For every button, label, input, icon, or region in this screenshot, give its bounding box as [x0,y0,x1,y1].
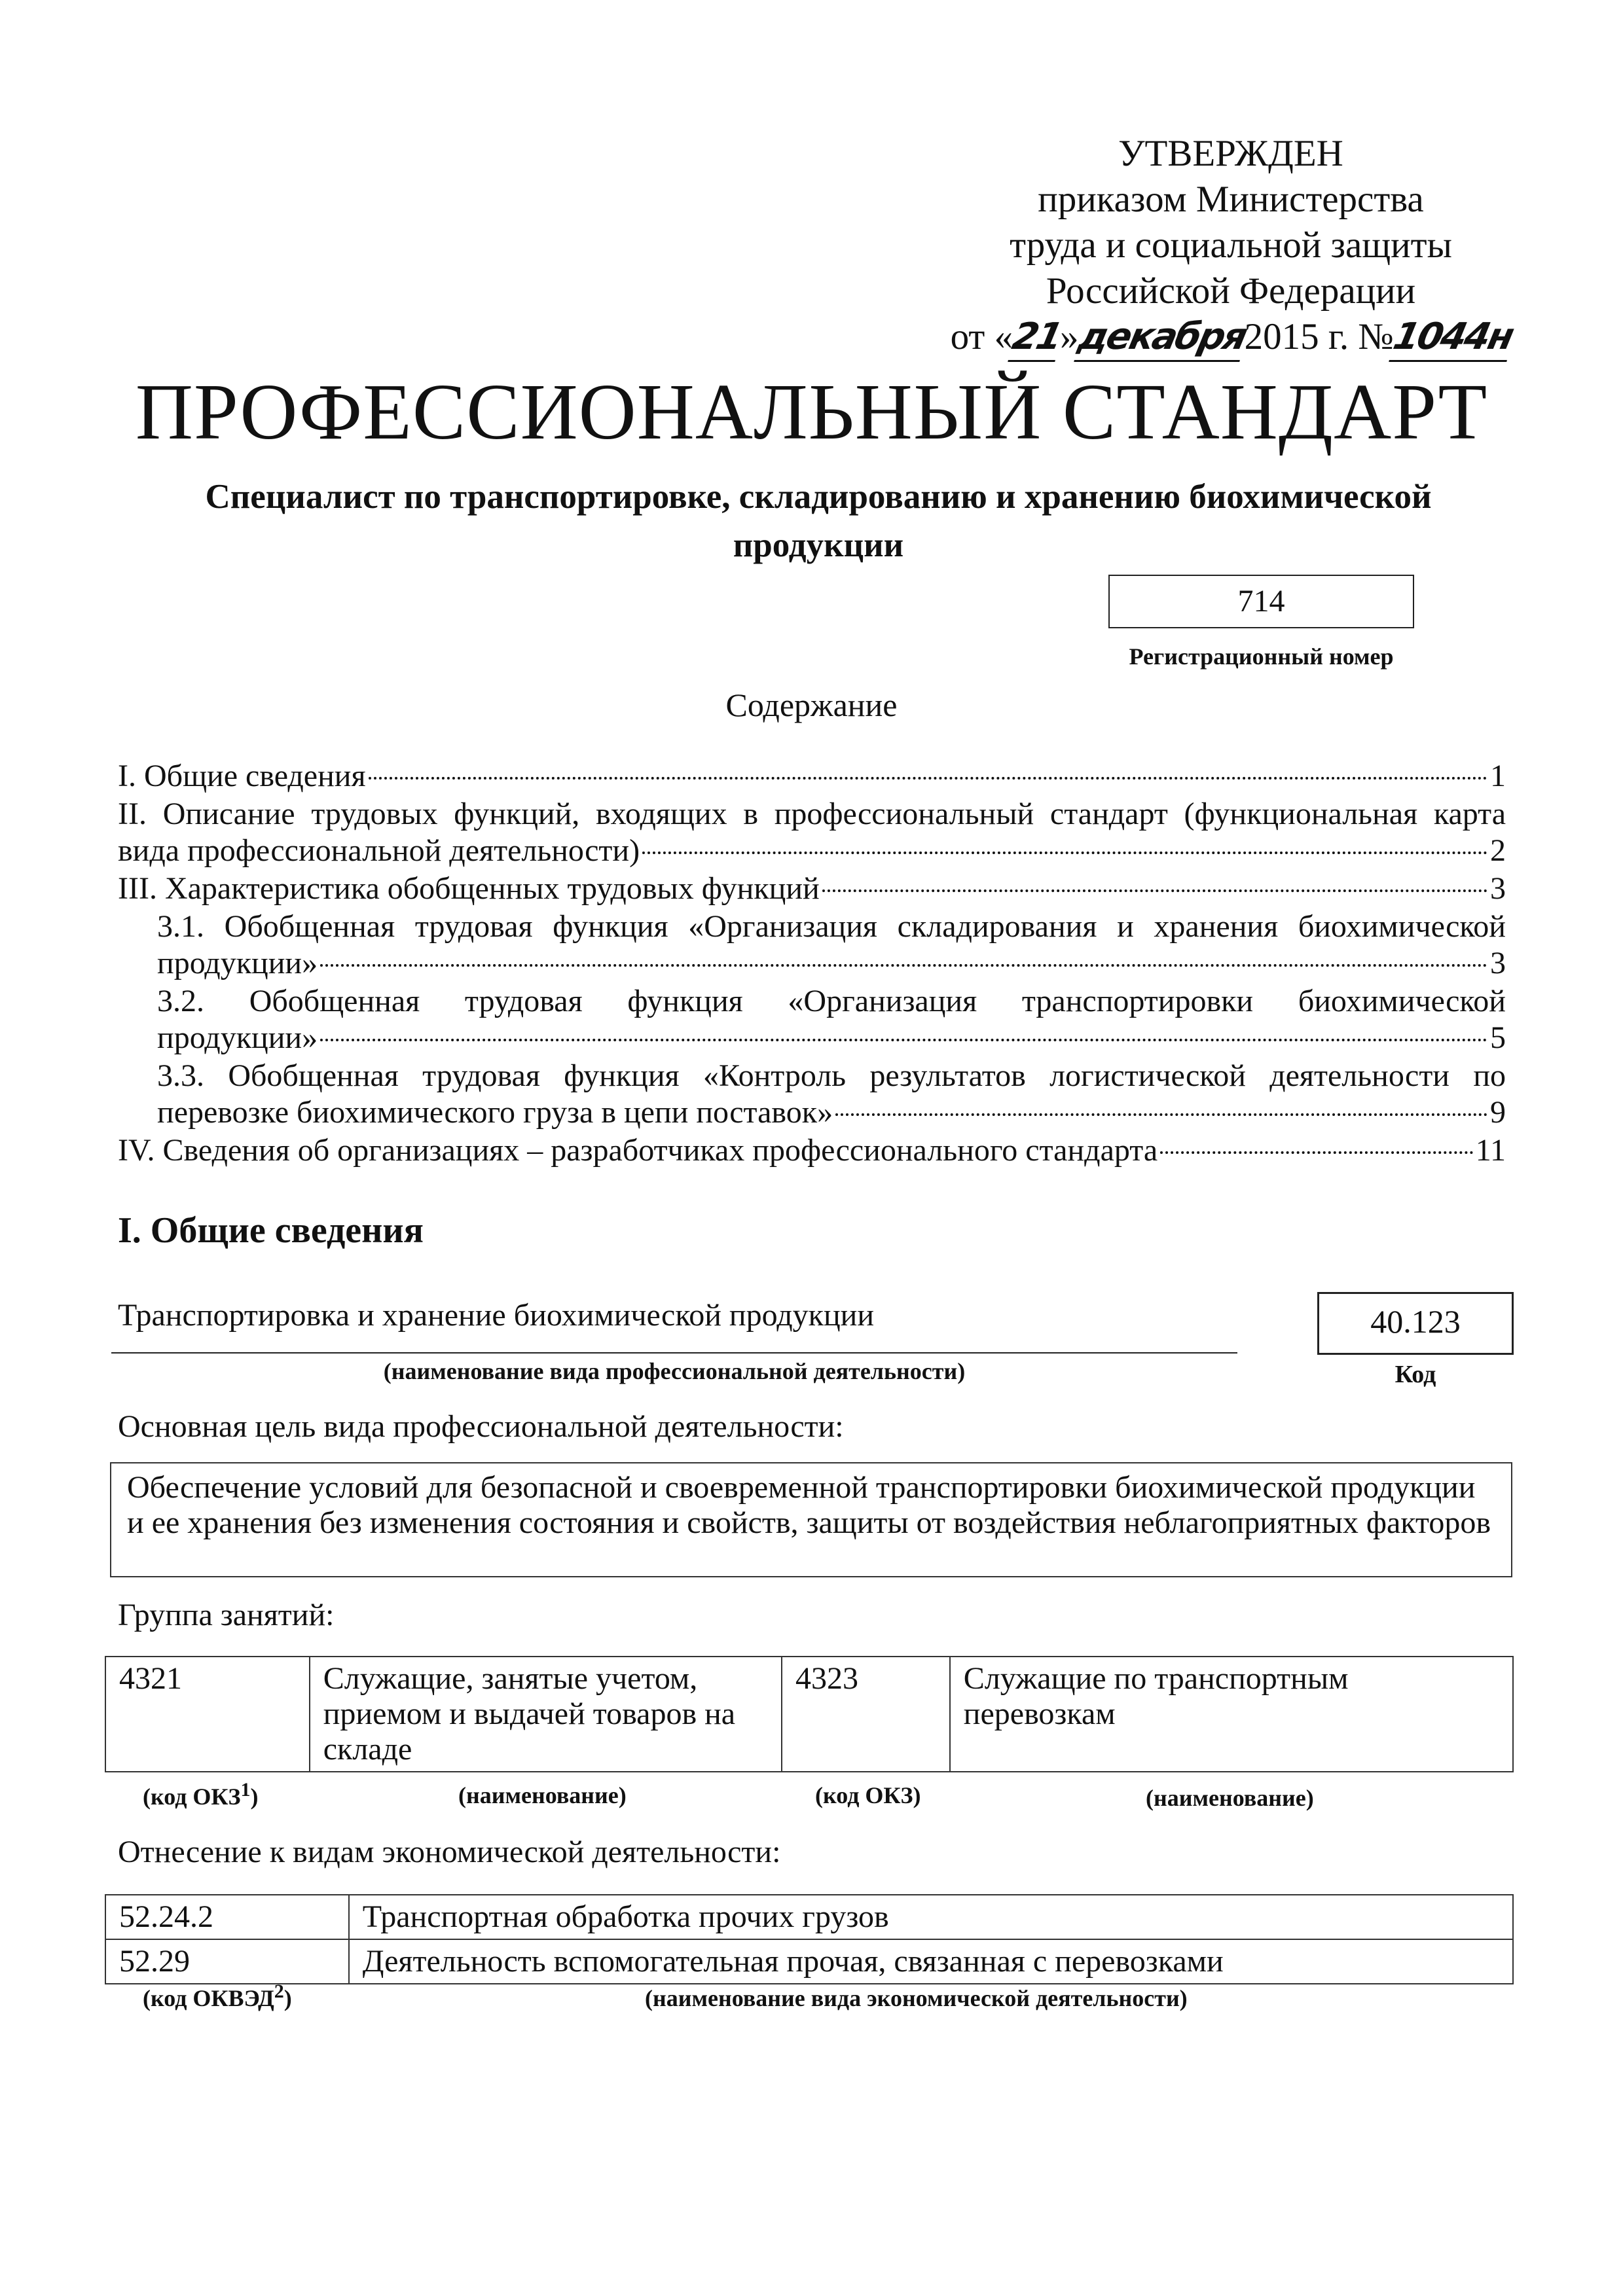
document-subtitle: Специалист по транспортировке, складированию и хранению биохимической продукции [205,478,1432,564]
okved-name-caption: (наименование вида экономической деятельности) [645,1985,1188,2011]
activity-caption: (наименование вида профессиональной деятельности) [383,1358,966,1384]
approval-heading: УТВЕРЖДЕН [1118,133,1343,174]
okved-code: 52.24.2 [105,1895,349,1939]
section-heading: I. Общие сведения [118,1210,424,1251]
occupation-group-label: Группа занятий: [118,1598,335,1632]
toc-item[interactable]: I. Общие сведения 1 [118,759,1506,793]
approval-line: Российской Федерации [1046,270,1416,312]
occupation-code-caption: (код ОКЗ$^1$) [143,1779,259,1810]
occupation-name: Служащие, занятые учетом, приемом и выдачей товаров на складе [310,1657,782,1772]
occupation-code: 4321 [105,1657,310,1772]
toc-page: 3 [1490,946,1506,980]
occupation-code-caption: (код ОКЗ) [815,1782,921,1808]
activity-name: Транспортировка и хранение биохимической продукции [118,1298,875,1333]
toc-leader-dots [822,889,1487,892]
toc-leader-dots [369,777,1487,780]
toc-page: 5 [1490,1020,1506,1055]
document-title: ПРОФЕССИОНАЛЬНЫЙ СТАНДАРТ [135,368,1488,456]
toc-leader-dots [642,852,1487,854]
okved-name: Деятельность вспомогательная прочая, связанная с перевозками [349,1939,1513,1984]
table-of-contents [118,758,1506,1170]
toc-leader-dots [320,964,1487,967]
toc-page: 2 [1490,833,1506,868]
goal-text-box: Обеспечение условий для безопасной и своевременной транспортировки биохимической продукции и ее хранения без изменения состояния и свойств, защиты от воздействия неблагоприятных факторов [110,1462,1512,1577]
economic-activity-label: Отнесение к видам экономической деятельности: [118,1835,781,1869]
toc-page: 1 [1490,759,1506,793]
table-row [105,1939,1513,1984]
handwritten-month: декабря [1074,314,1250,362]
toc-page: 11 [1475,1133,1506,1168]
toc-item[interactable]: II. Описание трудовых функций, входящих в профессиональный стандарт (функциональная карта вида профессиональной деятельности) 2 [118,797,1506,868]
toc-item[interactable]: III. Характеристика обобщенных трудовых функций 3 [118,871,1506,906]
occupation-name-caption: (наименование) [458,1782,627,1808]
table-row [105,1657,1513,1772]
toc-page: 9 [1490,1095,1506,1130]
handwritten-day: 21 [1008,314,1065,362]
approval-line: труда и социальной защиты [1010,224,1452,266]
occupation-table [105,1656,1514,1772]
approval-line: приказом Министерства [1038,179,1424,220]
okved-name: Транспортная обработка прочих грузов [349,1895,1513,1939]
toc-item[interactable]: 3.1. Обобщенная трудовая функция «Организация складирования и хранения биохимической продукции» 3 [157,909,1506,980]
table-row [105,1895,1513,1939]
approval-block [903,131,1558,362]
toc-item[interactable]: 3.3. Обобщенная трудовая функция «Контроль результатов логистической деятельности по перевозке биохимического груза в цепи поставок» 9 [157,1058,1506,1130]
occupation-name: Служащие по транспортным перевозкам [950,1657,1513,1772]
toc-item[interactable]: IV. Сведения об организациях – разработчиках профессионального стандарта 11 [118,1133,1506,1168]
occupation-code: 4323 [782,1657,950,1772]
activity-underline [111,1352,1237,1354]
okved-code-caption: (код ОКВЭД$^2$) [143,1981,292,2011]
toc-leader-dots [1160,1151,1473,1154]
occupation-name-caption: (наименование) [1146,1785,1314,1811]
activity-code-caption: Код [1395,1361,1436,1388]
handwritten-order-number: 1044н [1389,314,1516,362]
toc-heading: Содержание [725,687,898,723]
registration-number-box: 714 [1108,575,1414,628]
economic-activity-table [105,1894,1514,1984]
activity-code-box: 40.123 [1317,1292,1514,1355]
approval-date-line: от «21»декабря2015 г. №1044н [903,314,1558,362]
goal-label: Основная цель вида профессиональной деятельности: [118,1409,844,1444]
okved-code: 52.29 [105,1939,349,1984]
toc-page: 3 [1490,871,1506,906]
toc-leader-dots [835,1113,1487,1116]
registration-number-label: Регистрационный номер [1129,643,1394,670]
toc-item[interactable]: 3.2. Обобщенная трудовая функция «Организация транспортировки биохимической продукции» 5 [157,984,1506,1055]
toc-leader-dots [320,1039,1487,1041]
